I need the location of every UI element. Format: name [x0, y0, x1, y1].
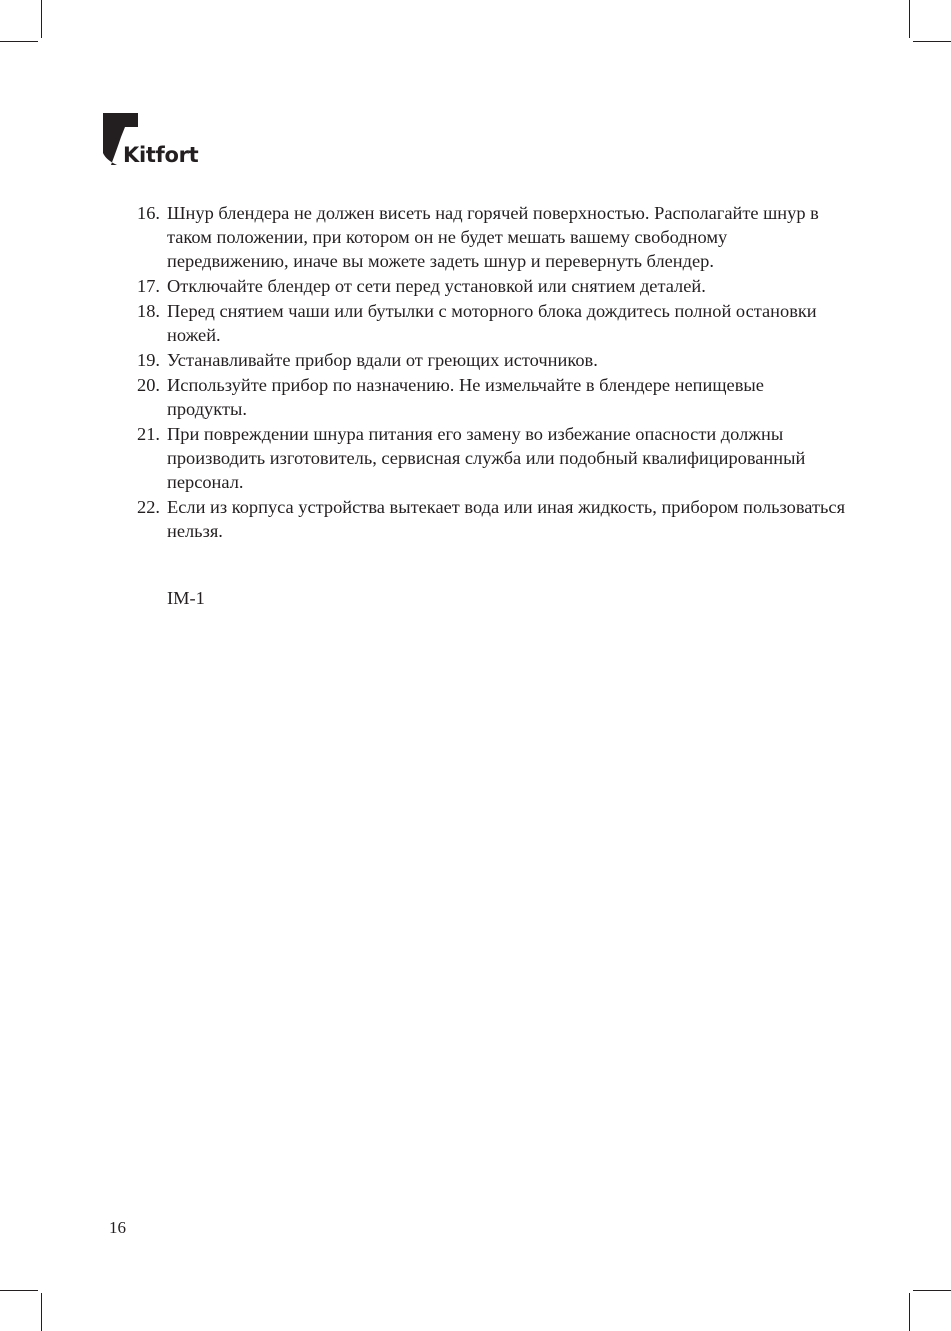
- item-text: Используйте прибор по назначению. Не измельчайте в блендере непищевые продукты.: [167, 375, 764, 419]
- list-item: [134, 201, 846, 273]
- list-item: [134, 422, 846, 494]
- item-number: 22.: [137, 497, 160, 517]
- item-text: Перед снятием чаши или бутылки с моторного блока дождитесь полной остановки ножей.: [167, 301, 817, 345]
- crop-mark: [909, 0, 910, 38]
- item-number: 21.: [137, 424, 160, 444]
- crop-mark: [41, 0, 42, 38]
- list-item: [134, 495, 846, 543]
- list-item: [134, 348, 846, 372]
- item-number: 19.: [137, 350, 160, 370]
- brand-name: Kitfort: [123, 143, 199, 167]
- page-number: 16: [109, 1218, 126, 1237]
- crop-mark: [913, 1290, 951, 1291]
- model-code: IM-1: [167, 588, 205, 608]
- item-text: Если из корпуса устройства вытекает вода или иная жидкость, прибором пользоваться нельзя.: [167, 497, 846, 541]
- item-text: При повреждении шнура питания его замену во избежание опасности должны производить изготовитель, сервисная служба или подобный квалифицированный персонал.: [167, 424, 806, 492]
- item-number: 18.: [137, 301, 160, 321]
- item-number: 16.: [137, 203, 160, 223]
- crop-mark: [0, 1290, 38, 1291]
- crop-mark: [909, 1293, 910, 1331]
- crop-mark: [913, 41, 951, 42]
- item-text: Устанавливайте прибор вдали от греющих источников.: [167, 350, 598, 370]
- list-item: [134, 274, 846, 298]
- instruction-list: [134, 201, 846, 544]
- list-item: [134, 299, 846, 347]
- brand-logo: [103, 113, 223, 173]
- list-item: [134, 373, 846, 421]
- crop-mark: [41, 1293, 42, 1331]
- item-number: 17.: [137, 276, 160, 296]
- item-text: Отключайте блендер от сети перед установкой или снятием деталей.: [167, 276, 706, 296]
- item-number: 20.: [137, 375, 160, 395]
- item-text: Шнур блендера не должен висеть над горячей поверхностью. Располагайте шнур в таком положении, при котором он не будет мешать вашему свободному передвижению, иначе вы можете задеть шнур и перевернуть блендер.: [167, 203, 819, 271]
- crop-mark: [0, 41, 38, 42]
